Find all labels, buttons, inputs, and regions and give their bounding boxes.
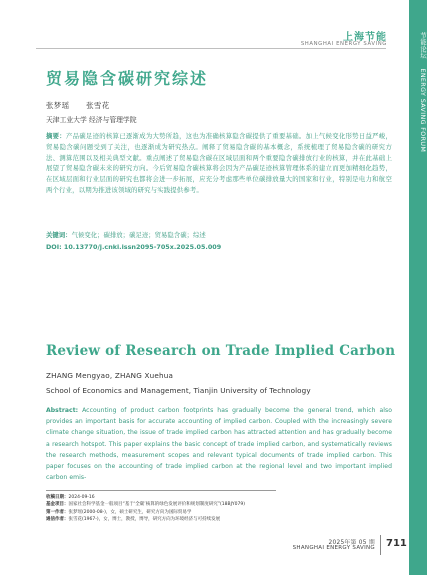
- doi: DOI: 10.13770/j.cnki.issn2095-705x.2025.05.009: [46, 243, 222, 251]
- abstract-cn-label: 摘要：: [46, 132, 66, 140]
- footnote-fund: 基金项目：国家社会科学基金一般项目“基于‘全碳’核算的绿色发展评价和规划制度研究”(18BJY079): [46, 502, 246, 508]
- keywords-cn-label: 关键词：: [46, 231, 72, 239]
- abstract-cn: [46, 131, 392, 196]
- article-title-cn: 贸易隐含碳研究综述: [46, 69, 209, 88]
- abstract-cn-text: 产品碳足迹的核算已逐渐成为大势所趋，这也为准确核算隐含碳提供了重要基础。加上气候变化形势日益严峻，贸易隐含碳问题受到了关注，也逐渐成为研究热点。阐释了贸易隐含碳的基本概念，系统梳理了贸易隐含碳的研究方法、测算范围以及相关典型文献。重点阐述了贸易隐含碳在区域层面和两个重要隐含碳排放行业的核算，并在此基础上展望了贸易隐含碳未来的研究方向。今后贸易隐含碳核算将会因为产品碳足迹核算管理体系的建立而更加精细化趋势，在区域层面和行业层面的研究也都将会进一步拓展，应充分考虑那些单位碳排放量大的国家和行业，特别是电力和航空两个行业，以期为推进该领域的研究与实践提供参考。: [46, 132, 392, 194]
- abstract-en-text: Accounting of product carbon footprints has gradually become the general trend, which also provides an important basis for accurate accounting of implied carbon. Coupled with the increasingly severe climate change situation, the issue of trade implied carbon has attracted attention and has gradually become a research hotspot. This paper explains the basic concept of trade implied carbon, and systematically reviews the research methods, measurement scopes and relevant typical documents of trade implied carbon. This paper focuses on the accounting of trade implied carbon at the regional level and two important implied carbon emis-: [46, 407, 392, 482]
- affiliation-en: School of Economics and Management, Tianjin University of Technology: [46, 386, 311, 395]
- abstract-en-label: Abstract:: [46, 407, 79, 414]
- page-number-divider: [380, 535, 381, 555]
- journal-name-en: SHANGHAI ENERGY SAVING: [300, 41, 387, 47]
- footnote-received: 收稿日期：2024-09-16: [46, 495, 95, 500]
- authors-en: ZHANG Mengyao, ZHANG Xuehua: [46, 371, 174, 380]
- issue-info-cn: 2025年第 05 期: [328, 540, 375, 546]
- author-cn-2: 张雪花: [86, 101, 110, 110]
- article-title-en: Review of Research on Trade Implied Carbon: [46, 343, 396, 359]
- footnote-first-author: 第一作者：张梦瑶(2000-08-)，女，硕士研究生，研究方向为国际贸易学: [46, 509, 192, 515]
- footnote-divider: [46, 490, 276, 491]
- abstract-en: [46, 405, 392, 483]
- authors-cn: [46, 100, 124, 111]
- header-divider: [36, 48, 386, 49]
- journal-name: 上海节能: [343, 32, 387, 43]
- author-cn-1: 张梦瑶: [46, 101, 70, 110]
- issue-info-en: SHANGHAI ENERGY SAVING: [292, 545, 375, 551]
- page-number: 711: [386, 538, 407, 549]
- side-band-en: ENERGY SAVING FORUM: [419, 68, 426, 153]
- affiliation-cn: 天津工业大学 经济与管理学院: [46, 116, 137, 124]
- side-band-cn: 节能论坛: [419, 32, 426, 59]
- footnotes: [46, 494, 346, 524]
- keywords-cn-text: 气候变化；碳排放；碳足迹；贸易隐含碳；综述: [71, 231, 206, 239]
- footnote-corresponding-author: 通信作者：张雪花(1967-)，女，博士，教授，博导，研究方向为环境经济与可持续发展: [46, 517, 221, 523]
- keywords-cn: [46, 230, 392, 239]
- side-band-label: [409, 30, 427, 280]
